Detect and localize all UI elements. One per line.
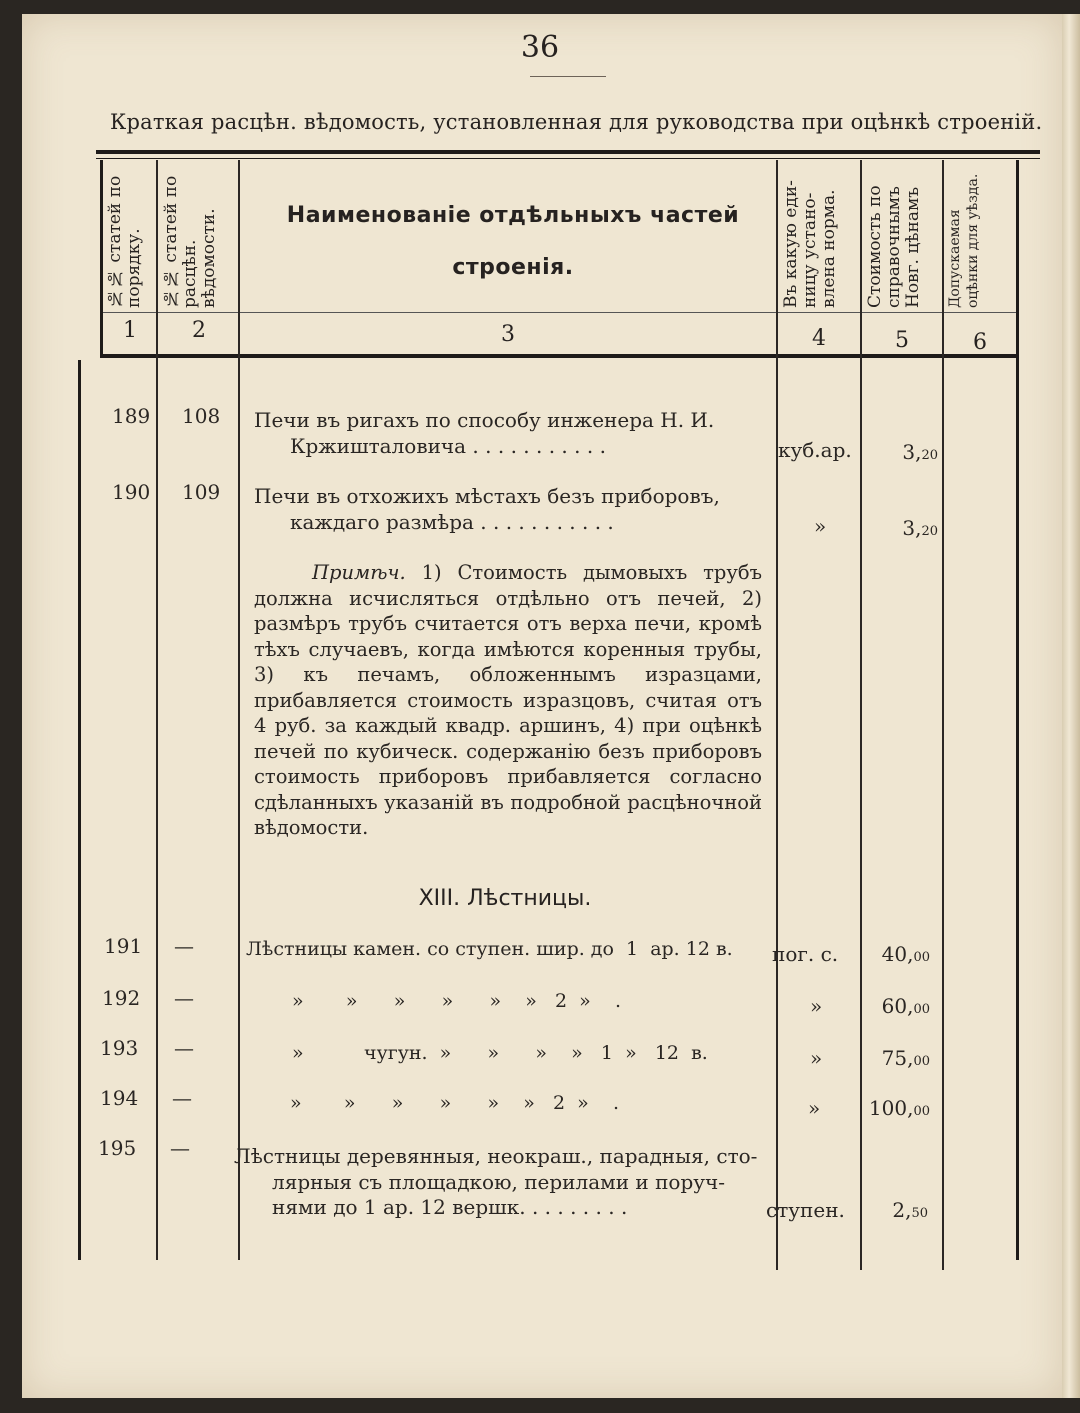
column-divider-1 (156, 160, 158, 1260)
row-192-desc: » » » » » » 2 » . (292, 990, 622, 1012)
row-191-desc: Лѣстницы камен. со ступен. шир. до 1 ар. 12 в. (246, 938, 733, 960)
row-189-desc-line1: Печи въ ригахъ по способу инженера Н. И. (254, 408, 715, 432)
row-189-number: 189 (112, 404, 151, 428)
row-195-desc-line2: лярныя съ площадкою, перилами и поруч- (272, 1170, 725, 1194)
row-189-price-main: 3, (902, 440, 922, 464)
row-194-unit: » (808, 1096, 821, 1120)
document-title: Краткая расцѣн. вѣдомость, установленная для руководства при оцѣнкѣ строеній. (110, 110, 1043, 134)
table-left-border (100, 160, 103, 356)
row-189-price (862, 440, 938, 464)
row-195-price-sub: 50 (911, 1206, 928, 1221)
row-192-price-sub: 00 (913, 1002, 930, 1017)
row-190-desc-line2: каждаго размѣра . . . . . . . . . . . (290, 510, 614, 534)
row-189-price-sub: 20 (921, 448, 938, 463)
table-top-rule-thin (96, 158, 1040, 159)
row-192-number: 192 (102, 986, 141, 1010)
row-195-price (856, 1198, 928, 1222)
row-195-desc-line3: нями до 1 ар. 12 вершк. . . . . . . . . (272, 1195, 628, 1219)
row-195-unit: ступен. (766, 1198, 845, 1222)
header-col1: №№ статей по порядку. (105, 175, 144, 308)
page-number: 36 (520, 30, 560, 65)
row-193-number: 193 (100, 1036, 139, 1060)
colnum-1: 1 (123, 318, 137, 343)
column-divider-5 (942, 160, 944, 1270)
header-col3 (248, 190, 778, 294)
row-195-number: 195 (98, 1136, 137, 1160)
header-col6: Допускаемая оцѣнки для уѣзда. (947, 173, 981, 308)
note-label: Примѣч. (312, 561, 406, 584)
row-193-desc: » чугун. » » » » 1 » 12 в. (292, 1042, 708, 1064)
row-193-unit: » (810, 1046, 823, 1070)
table-right-border (1016, 160, 1019, 1260)
colnum-5: 5 (895, 328, 909, 353)
row-192-unit: » (810, 994, 823, 1018)
row-195-price-main: 2, (892, 1198, 912, 1222)
colnum-3: 3 (501, 322, 515, 347)
row-194-price-sub: 00 (913, 1104, 930, 1119)
row-191-unit: пог. с. (772, 942, 839, 966)
row-191-price-sub: 00 (913, 950, 930, 965)
row-189-ref: 108 (182, 404, 221, 428)
row-190-ref: 109 (182, 480, 221, 504)
row-190-price-main: 3, (902, 516, 922, 540)
note-paragraph (254, 560, 762, 841)
row-190-price-sub: 20 (921, 524, 938, 539)
header-col3-line2: строенія. (452, 255, 574, 280)
table-left-border-lower (78, 360, 81, 1260)
row-191-price-main: 40, (881, 942, 914, 966)
row-194-number: 194 (100, 1086, 139, 1110)
header-col5: Стоимость по справочнымъ Новг. цѣнамъ (865, 185, 923, 308)
colnum-4: 4 (812, 326, 826, 351)
row-193-price-main: 75, (881, 1046, 914, 1070)
header-col3-line1: Наименованіе отдѣльныхъ частей (286, 203, 740, 228)
row-194-price (856, 1096, 930, 1120)
row-195-desc-line1: Лѣстницы деревянныя, неокраш., парадныя, сто- (234, 1144, 758, 1168)
row-189-unit: куб.ар. (778, 438, 852, 462)
row-190-price (862, 516, 938, 540)
row-192-price (860, 994, 930, 1018)
row-193-price (860, 1046, 930, 1070)
row-191-ref: — (174, 934, 194, 958)
row-195-ref: — (170, 1136, 190, 1160)
colnum-2: 2 (192, 318, 206, 343)
header-col2: №№ статей по расцѣн. вѣдомости. (161, 175, 219, 308)
row-190-number: 190 (112, 480, 151, 504)
row-189-desc-line2: Кржишталовича . . . . . . . . . . . (290, 434, 606, 458)
note-text: 1) Стоимость дымовыхъ трубъ должна исчисляться отдѣльно отъ печей, 2) размѣръ трубъ считается отъ верха печи, кромѣ тѣхъ случаевъ, когда имѣются коренныя трубы, 3) къ печамъ, обложеннымъ изразцами, прибавляется стоимость изразцовъ, считая отъ 4 руб. за каждый квадр. аршинъ, 4) при оцѣнкѣ печей по кубическ. содержанію безъ приборовъ стоимость приборовъ прибавляется согласно сдѣланныхъ указаній въ подробной расцѣночной вѣдомости. (254, 561, 763, 839)
header-col4: Въ какую еди-ницу устано-влена норма. (781, 180, 839, 308)
row-193-price-sub: 00 (913, 1054, 930, 1069)
page-spine-edge (1062, 14, 1080, 1398)
row-192-ref: — (174, 986, 194, 1010)
row-193-ref: — (174, 1036, 194, 1060)
row-194-desc: » » » » » » 2 » . (290, 1092, 620, 1114)
row-190-unit: » (814, 514, 827, 538)
page-number-rule (530, 76, 606, 77)
table-top-rule (96, 150, 1040, 154)
row-190-desc-line1: Печи въ отхожихъ мѣстахъ безъ приборовъ, (254, 484, 720, 508)
section-title: XIII. Лѣстницы. (418, 886, 592, 911)
colnum-6: 6 (973, 330, 987, 355)
row-194-ref: — (172, 1086, 192, 1110)
row-191-price (860, 942, 930, 966)
row-192-price-main: 60, (881, 994, 914, 1018)
row-194-price-main: 100, (868, 1096, 914, 1120)
row-191-number: 191 (104, 934, 143, 958)
